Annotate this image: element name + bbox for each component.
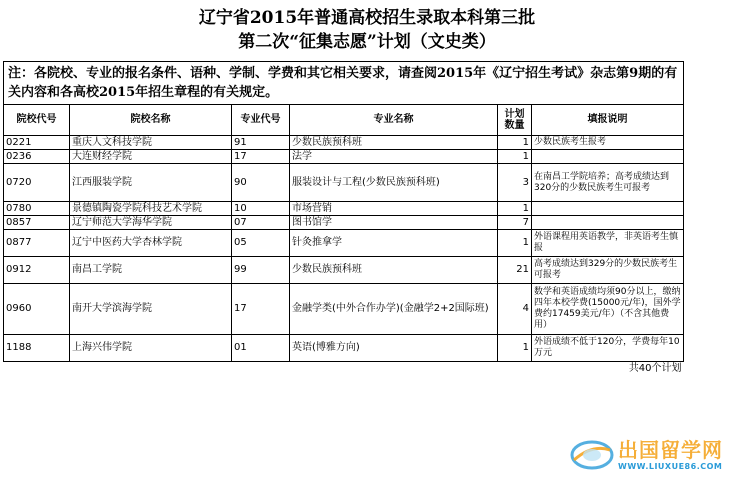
remarks xyxy=(532,202,684,216)
school-name: 南开大学滨海学院 xyxy=(70,284,232,335)
remarks xyxy=(532,216,684,230)
major-code: 90 xyxy=(232,164,290,202)
school-code: 0912 xyxy=(4,257,70,284)
major-code: 05 xyxy=(232,230,290,257)
major-name: 金融学类(中外合作办学)(金融学2+2国际班) xyxy=(290,284,498,335)
plan-count: 1 xyxy=(498,202,532,216)
plan-count: 4 xyxy=(498,284,532,335)
major-name: 少数民族预科班 xyxy=(290,136,498,150)
header-plan-count: 计划数量 xyxy=(498,105,532,136)
table-row xyxy=(4,136,684,150)
header-major-code: 专业代号 xyxy=(232,105,290,136)
school-code: 0960 xyxy=(4,284,70,335)
school-name: 上海兴伟学院 xyxy=(70,335,232,362)
watermark-url: WWW.LIUXUE86.COM xyxy=(618,462,723,471)
plan-count: 1 xyxy=(498,136,532,150)
table-row xyxy=(4,284,684,335)
school-name: 景德镇陶瓷学院科技艺术学院 xyxy=(70,202,232,216)
school-name: 南昌工学院 xyxy=(70,257,232,284)
header-major-name: 专业名称 xyxy=(290,105,498,136)
globe-swoosh-icon xyxy=(570,438,614,472)
school-code: 0236 xyxy=(4,150,70,164)
page-subtitle: 第二次“征集志愿”计划（文史类） xyxy=(238,32,496,52)
major-name: 少数民族预科班 xyxy=(290,257,498,284)
school-name: 辽宁师范大学海华学院 xyxy=(70,216,232,230)
table-row xyxy=(4,216,684,230)
school-code: 0720 xyxy=(4,164,70,202)
major-name: 法学 xyxy=(290,150,498,164)
school-name: 辽宁中医药大学杏林学院 xyxy=(70,230,232,257)
table-row xyxy=(4,164,684,202)
plan-count: 7 xyxy=(498,216,532,230)
major-name: 图书馆学 xyxy=(290,216,498,230)
school-code: 0780 xyxy=(4,202,70,216)
remarks xyxy=(532,150,684,164)
total-row xyxy=(4,362,684,377)
header-remarks: 填报说明 xyxy=(532,105,684,136)
watermark-text: 出国留学网 xyxy=(618,438,723,462)
major-name: 服装设计与工程(少数民族预科班) xyxy=(290,164,498,202)
plan-count: 3 xyxy=(498,164,532,202)
remarks: 少数民族考生报考 xyxy=(532,136,684,150)
plan-count: 1 xyxy=(498,335,532,362)
header-school-code: 院校代号 xyxy=(4,105,70,136)
plan-table xyxy=(3,61,684,376)
major-name: 市场营销 xyxy=(290,202,498,216)
header-row xyxy=(4,105,684,136)
table-row xyxy=(4,202,684,216)
note-row xyxy=(4,62,684,105)
major-code: 07 xyxy=(232,216,290,230)
total-count: 共40个计划 xyxy=(628,363,682,374)
school-code: 0857 xyxy=(4,216,70,230)
school-name: 重庆人文科技学院 xyxy=(70,136,232,150)
page-title: 辽宁省2015年普通高校招生录取本科第三批 xyxy=(198,8,536,28)
major-code: 17 xyxy=(232,284,290,335)
major-code: 91 xyxy=(232,136,290,150)
watermark-logo xyxy=(570,438,730,474)
major-code: 17 xyxy=(232,150,290,164)
plan-count: 21 xyxy=(498,257,532,284)
school-code: 0877 xyxy=(4,230,70,257)
major-code: 10 xyxy=(232,202,290,216)
table-row xyxy=(4,230,684,257)
remarks: 外语课程用英语教学，非英语考生慎报 xyxy=(532,230,684,257)
remarks: 外语成绩不低于120分，学费每年10万元 xyxy=(532,335,684,362)
major-code: 99 xyxy=(232,257,290,284)
table-row xyxy=(4,335,684,362)
major-code: 01 xyxy=(232,335,290,362)
remarks: 高考成绩达到329分的少数民族考生可报考 xyxy=(532,257,684,284)
note-text: 注：各院校、专业的报名条件、语种、学制、学费和其它相关要求，请查阅2015年《辽宁招生考试》杂志第9期的有关内容和各高校2015年招生章程的有关规定。 xyxy=(4,62,684,105)
school-name: 大连财经学院 xyxy=(70,150,232,164)
table-row xyxy=(4,257,684,284)
major-name: 英语(博雅方向) xyxy=(290,335,498,362)
plan-count: 1 xyxy=(498,150,532,164)
plan-count: 1 xyxy=(498,230,532,257)
major-name: 针灸推拿学 xyxy=(290,230,498,257)
school-code: 1188 xyxy=(4,335,70,362)
table-row xyxy=(4,150,684,164)
school-code: 0221 xyxy=(4,136,70,150)
header-school-name: 院校名称 xyxy=(70,105,232,136)
remarks: 在南昌工学院培养；高考成绩达到320分的少数民族考生可报考 xyxy=(532,164,684,202)
school-name: 江西服装学院 xyxy=(70,164,232,202)
remarks: 数学和英语成绩均须90分以上，缴纳四年本校学费(15000元/年)，国外学费约17459美元/年）（不含其他费用） xyxy=(532,284,684,335)
